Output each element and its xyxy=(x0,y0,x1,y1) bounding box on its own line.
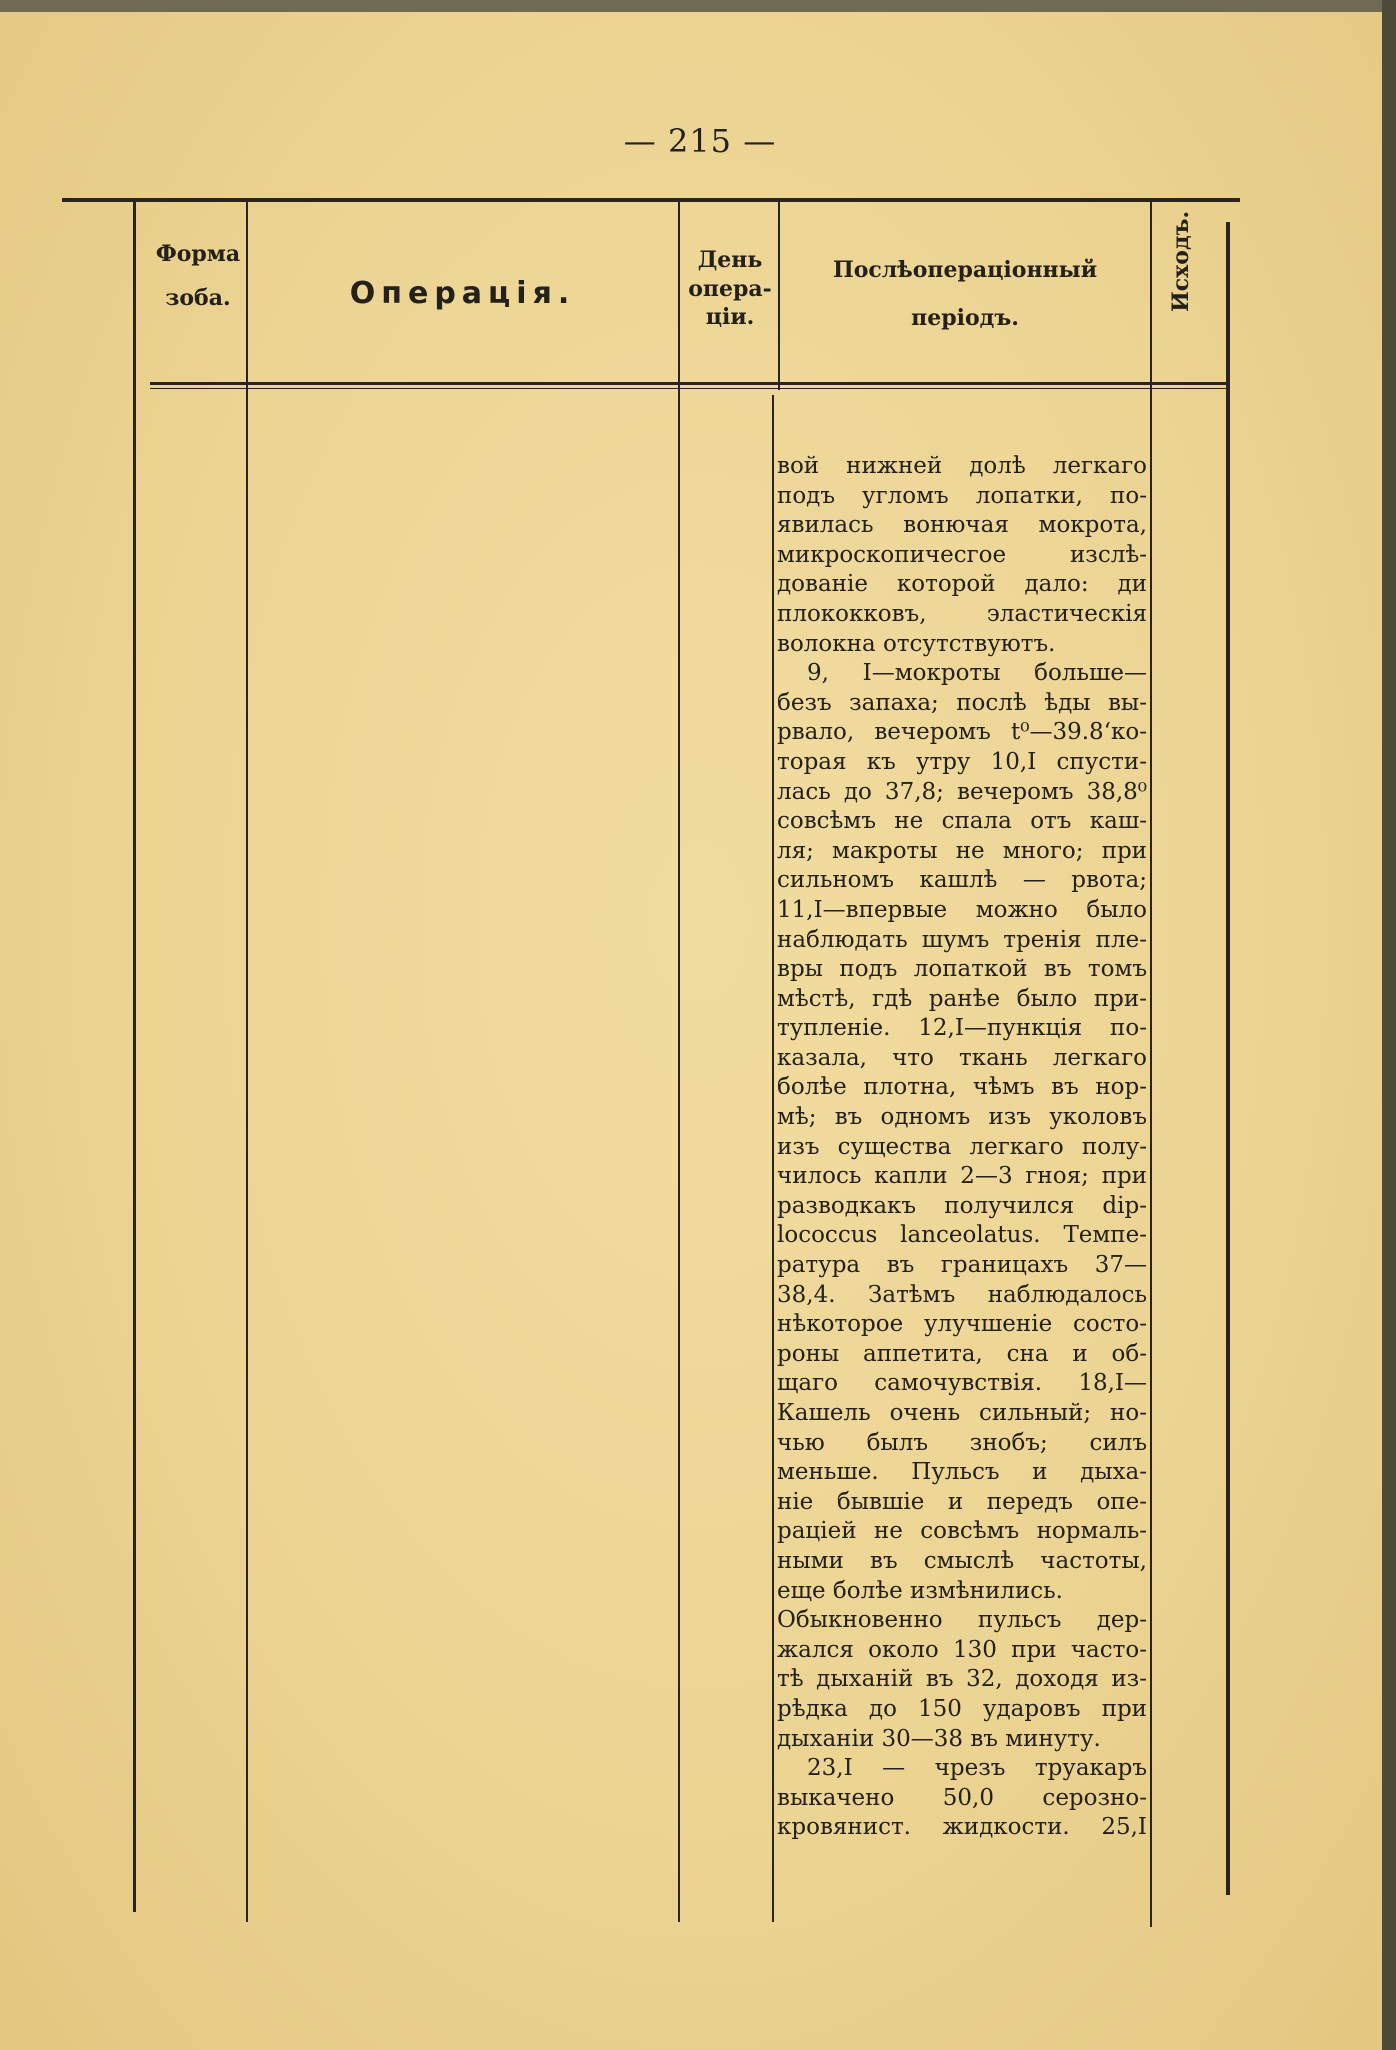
header-operatsiya: Операція. xyxy=(349,276,576,311)
text-line: сильномъ кашлѣ — рвота; xyxy=(777,867,1147,894)
text-line: ніе бывшіе и передъ опе- xyxy=(777,1488,1147,1515)
header-den-operatsii xyxy=(680,246,780,332)
text-line: дованіе которой дало: ди xyxy=(777,571,1147,598)
text-line: совсѣмъ не спала отъ каш- xyxy=(777,808,1147,835)
text-line: меньше. Пульсъ и дыха- xyxy=(777,1459,1147,1486)
text-line: ратура въ границахъ 37— xyxy=(777,1252,1147,1279)
text-line: вры подъ лопаткой въ томъ xyxy=(777,956,1147,983)
text-line: болѣе плотна, чѣмъ въ нор- xyxy=(777,1074,1147,1101)
text-line: тѣ дыханій въ 32, доходя из- xyxy=(777,1666,1147,1693)
text-line: тупленіе. 12,I—пункція по- xyxy=(777,1015,1147,1042)
header-bottom-rule-2 xyxy=(150,388,1230,389)
text-line: явилась вонючая мокрота, xyxy=(777,512,1147,539)
text-line: вой нижней долѣ легкаго xyxy=(777,453,1147,479)
column-divider-2 xyxy=(246,202,248,1922)
header-post-line-2: періодъ. xyxy=(911,305,1019,332)
text-line: lococcus lanceolatus. Темпе- xyxy=(777,1222,1147,1249)
header-bottom-rule xyxy=(150,382,1230,385)
text-line: мѣ; въ одномъ изъ уколовъ xyxy=(777,1104,1147,1131)
text-line: микроскопичесгое изслѣ- xyxy=(777,541,1147,568)
page-top-edge xyxy=(0,0,1396,12)
text-line: дыханіи 30—38 въ минуту. xyxy=(777,1725,1101,1752)
text-line: рѣдка до 150 ударовъ при xyxy=(777,1695,1147,1722)
text-line: еще болѣе измѣнились. xyxy=(777,1577,1063,1604)
text-line: наблюдать шумъ тренія пле- xyxy=(777,926,1147,953)
text-line: раціей не совсѣмъ нормаль- xyxy=(777,1518,1147,1545)
text-line: подъ угломъ лопатки, по- xyxy=(777,482,1147,509)
text-line: Кашель очень сильный; но- xyxy=(777,1400,1147,1426)
text-line: рвало, вечеромъ t⁰—39.8‘ко- xyxy=(777,719,1147,746)
text-line: мѣстѣ, гдѣ ранѣе было при- xyxy=(777,985,1147,1012)
text-line: плококковъ, эластическія xyxy=(777,600,1147,627)
text-line: 38,4. Затѣмъ наблюдалось xyxy=(777,1281,1147,1308)
text-line: Обыкновенно пульсъ дер- xyxy=(777,1607,1147,1634)
table-top-rule xyxy=(62,198,1240,202)
text-line: разводкакъ получился dip- xyxy=(777,1192,1147,1219)
text-line: жался около 130 при часто- xyxy=(777,1636,1147,1663)
text-line: роны аппетита, сна и об- xyxy=(777,1340,1147,1367)
text-line: изъ существа легкаго полу- xyxy=(777,1133,1147,1160)
post-operative-text xyxy=(777,452,1147,1843)
page-right-edge xyxy=(1382,0,1396,2050)
text-line: чью былъ знобъ; силъ xyxy=(777,1429,1147,1456)
header-den-line-1: День xyxy=(697,247,763,273)
header-forma-zoba xyxy=(148,240,248,313)
column-divider-6 xyxy=(1226,222,1230,1895)
header-forma-line-1: Форма xyxy=(155,241,241,267)
header-post-period xyxy=(780,246,1150,343)
column-divider-5 xyxy=(1150,202,1152,1927)
text-line: волокна отсутствуютъ. xyxy=(777,630,1056,657)
column-divider-4b xyxy=(772,395,774,1922)
text-line: 23,I — чрезъ труакаръ xyxy=(807,1755,1147,1782)
text-line: выкачено 50,0 серозно- xyxy=(777,1784,1147,1811)
text-line: 9, I—мокроты больше— xyxy=(807,660,1147,687)
column-divider-1 xyxy=(133,202,136,1912)
text-line: нѣкоторое улучшеніе состо- xyxy=(777,1311,1147,1338)
header-den-line-2: опера- xyxy=(688,275,772,302)
text-line: лась до 37,8; вечеромъ 38,8⁰ xyxy=(777,778,1147,805)
text-line: кровянист. жидкости. 25,I xyxy=(777,1814,1147,1841)
text-line: ля; макроты не много; при xyxy=(777,837,1147,864)
text-line: безъ запаха; послѣ ѣды вы- xyxy=(777,689,1147,716)
text-line: ными въ смыслѣ частоты, xyxy=(777,1547,1147,1574)
text-line: 11,I—впервые можно было xyxy=(777,896,1147,923)
header-post-line-1: Послѣоперацiонный xyxy=(832,257,1098,283)
page-number: — 215 — xyxy=(623,122,777,160)
header-ishod: Исходъ. xyxy=(1168,210,1194,312)
text-line: чилось капли 2—3 гноя; при xyxy=(777,1163,1147,1190)
column-divider-3 xyxy=(678,202,680,1922)
text-line: торая къ утру 10,I спусти- xyxy=(777,748,1147,775)
text-line: казала, что ткань легкаго xyxy=(777,1044,1147,1071)
text-line: щаго самочувствія. 18,I— xyxy=(777,1370,1147,1397)
header-forma-line-2: зоба. xyxy=(165,284,231,311)
header-den-line-3: ціи. xyxy=(705,304,755,331)
